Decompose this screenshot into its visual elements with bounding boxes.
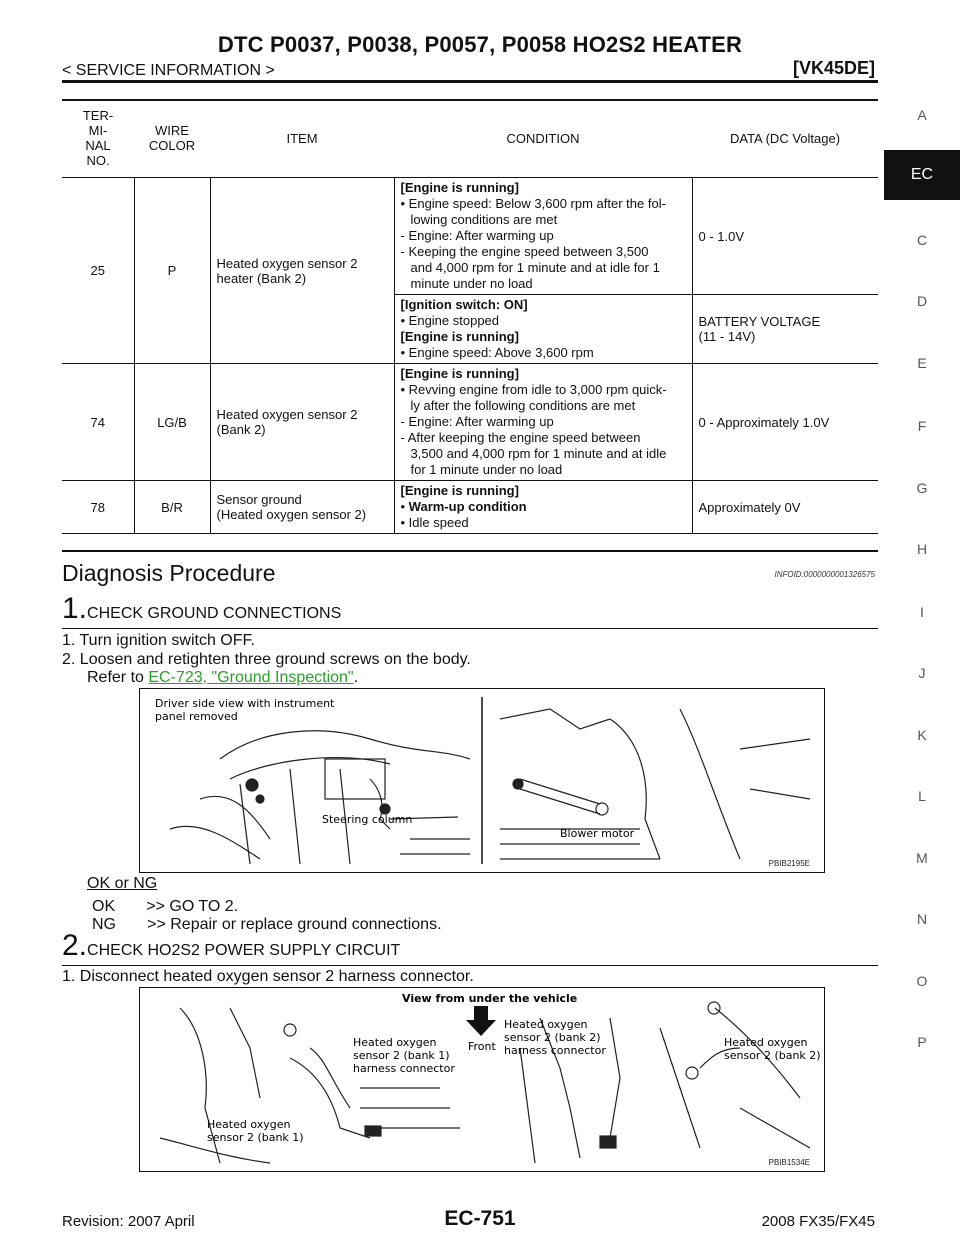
table-row	[62, 178, 878, 295]
ground-screws-figure	[139, 688, 825, 873]
cell-data: BATTERY VOLTAGE (11 - 14V)	[692, 295, 878, 364]
cell-condition: [Engine is running] • Warm-up condition • Idle speed	[394, 481, 692, 534]
ok-result: OK >> GO TO 2.	[92, 898, 239, 915]
side-index-tab-active[interactable]: EC	[884, 150, 960, 200]
side-index-tab[interactable]: A	[917, 107, 927, 123]
step-2-line-1: 1. Disconnect heated oxygen sensor 2 harness connector.	[62, 968, 474, 985]
cell-data: 0 - 1.0V	[692, 178, 878, 295]
cell-terminal: 78	[62, 481, 134, 534]
col-header-wire-color: WIRE COLOR	[134, 99, 210, 178]
table-bottom-rule	[62, 550, 878, 552]
ok-ng-label: OK or NG	[87, 875, 158, 892]
fig2-label-front: Front	[468, 1040, 496, 1053]
col-header-item: ITEM	[210, 99, 394, 178]
step-2-heading: 2.CHECK HO2S2 POWER SUPPLY CIRCUIT	[62, 929, 401, 962]
cell-item: Heated oxygen sensor 2 (Bank 2)	[210, 364, 394, 481]
ho2s2-connector-illustration	[140, 988, 824, 1171]
step-1-line-3: Refer to EC-723, "Ground Inspection".	[87, 669, 359, 686]
engine-code: [VK45DE]	[792, 58, 875, 78]
side-index-tab[interactable]: N	[916, 911, 928, 927]
side-index-tab[interactable]: L	[918, 788, 926, 804]
ng-result: NG >> Repair or replace ground connections.	[92, 916, 442, 933]
footer-revision: Revision: 2007 April	[62, 1213, 195, 1230]
side-index-tab[interactable]: E	[917, 355, 927, 371]
ground-screws-illustration	[140, 689, 824, 872]
cell-item: Heated oxygen sensor 2 heater (Bank 2)	[210, 178, 394, 364]
table-row	[62, 364, 878, 481]
front-arrow-icon	[466, 1006, 496, 1036]
breadcrumb: < SERVICE INFORMATION >	[62, 62, 275, 79]
header-rule	[62, 80, 878, 83]
fig2-label-b1: Heated oxygen sensor 2 (bank 1)	[207, 1118, 304, 1144]
cell-wire-color: B/R	[134, 481, 210, 534]
fig2-label-b2-connector: Heated oxygen sensor 2 (bank 2) harness connector	[504, 1018, 606, 1057]
ho2s2-connector-figure	[139, 987, 825, 1172]
side-index-tab[interactable]: G	[916, 480, 928, 496]
step-1-line-1: 1. Turn ignition switch OFF.	[62, 632, 255, 649]
side-index-tab[interactable]: M	[916, 850, 928, 866]
fig2-label-view: View from under the vehicle	[402, 992, 578, 1005]
page-title: DTC P0037, P0038, P0057, P0058 HO2S2 HEATER	[217, 32, 743, 57]
side-index-tab[interactable]: C	[916, 232, 928, 248]
section-heading: Diagnosis Procedure	[62, 560, 276, 586]
side-index-tab[interactable]: I	[920, 604, 924, 620]
cell-condition: [Engine is running] • Revving engine from idle to 3,000 rpm quick- ly after the following conditions are met - Engine: After warming up - After keeping the engine speed between 3,500 and 4,000 rpm for 1 minute and at idle for 1 minute under no load	[394, 364, 692, 481]
cell-wire-color: P	[134, 178, 210, 364]
footer-page-number: EC-751	[444, 1207, 516, 1230]
col-header-data: DATA (DC Voltage)	[692, 99, 878, 178]
side-index-tab[interactable]: P	[917, 1034, 927, 1050]
step-1-line-2: 2. Loosen and retighten three ground screws on the body.	[62, 651, 471, 668]
fig1-code: PBIB2195E	[768, 859, 810, 868]
side-index-tab[interactable]: F	[917, 418, 927, 434]
cell-condition: [Engine is running] • Engine speed: Below 3,600 rpm after the fol- lowing conditions are met - Engine: After warming up - Keeping the engine speed between 3,500 and 4,000 rpm for 1 minute and at idle for 1 minute under no load	[394, 178, 692, 295]
side-index-tab[interactable]: O	[916, 973, 928, 989]
cell-data: 0 - Approximately 1.0V	[692, 364, 878, 481]
step-1-rule	[62, 628, 878, 629]
table-row	[62, 481, 878, 534]
terminal-table	[62, 99, 878, 534]
cell-wire-color: LG/B	[134, 364, 210, 481]
cell-item: Sensor ground (Heated oxygen sensor 2)	[210, 481, 394, 534]
fig2-label-b2: Heated oxygen sensor 2 (bank 2)	[724, 1036, 821, 1062]
cell-terminal: 74	[62, 364, 134, 481]
fig2-label-b1-connector: Heated oxygen sensor 2 (bank 1) harness connector	[353, 1036, 455, 1075]
col-header-condition: CONDITION	[394, 99, 692, 178]
info-id: INFOID:0000000001326575	[774, 570, 875, 579]
fig1-label-driver: Driver side view with instrument panel removed	[155, 697, 335, 723]
side-index-tab[interactable]: D	[916, 293, 928, 309]
ground-inspection-link[interactable]: EC-723, "Ground Inspection"	[148, 669, 354, 686]
cell-condition: [Ignition switch: ON] • Engine stopped [Engine is running] • Engine speed: Above 3,600 rpm	[394, 295, 692, 364]
step-1-heading: 1.CHECK GROUND CONNECTIONS	[62, 592, 342, 625]
side-index-tab[interactable]: K	[917, 727, 927, 743]
step-2-rule	[62, 965, 878, 966]
col-header-terminal: TER- MI- NAL NO.	[62, 99, 134, 178]
side-index-tab[interactable]: H	[916, 541, 928, 557]
footer-model: 2008 FX35/FX45	[761, 1213, 875, 1230]
cell-data: Approximately 0V	[692, 481, 878, 534]
side-index-tab[interactable]: J	[918, 665, 926, 681]
fig1-label-blower: Blower motor	[560, 827, 635, 840]
cell-terminal: 25	[62, 178, 134, 364]
fig1-label-steering: Steering column	[322, 813, 413, 826]
fig2-code: PBIB1534E	[768, 1158, 810, 1167]
